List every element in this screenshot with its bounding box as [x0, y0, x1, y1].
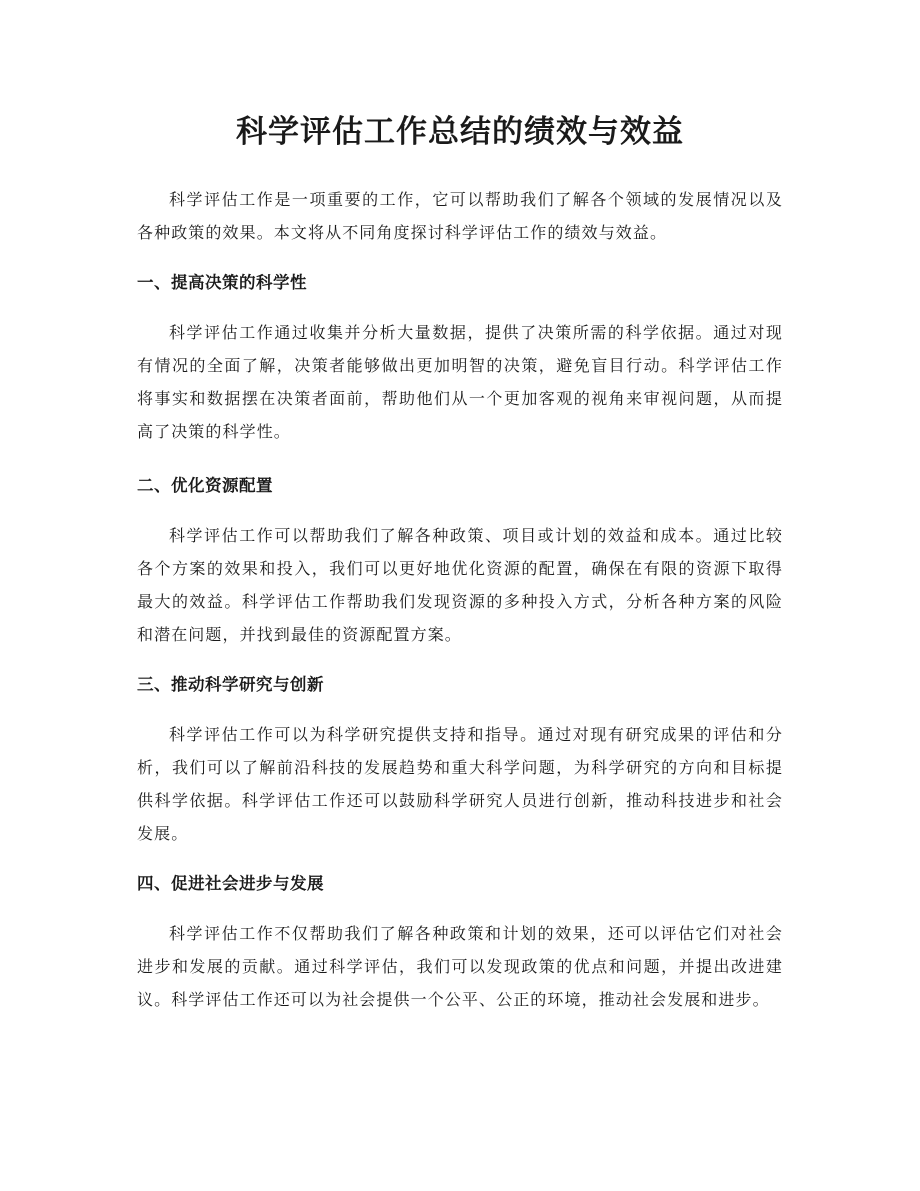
intro-paragraph: 科学评估工作是一项重要的工作，它可以帮助我们了解各个领域的发展情况以及各种政策的效果。本文将从不同角度探讨科学评估工作的绩效与效益。: [137, 190, 783, 242]
section-heading-1: 一、提高决策的科学性: [137, 273, 307, 292]
section-heading-4: 四、促进社会进步与发展: [137, 874, 324, 893]
section-paragraph-2: 科学评估工作可以帮助我们了解各种政策、项目或计划的效益和成本。通过比较各个方案的效果和投入，我们可以更好地优化资源的配置，确保在有限的资源下取得最大的效益。科学评估工作帮助我们发现资源的多种投入方式，分析各种方案的风险和潜在问题，并找到最佳的资源配置方案。: [137, 526, 783, 644]
document-body: [137, 183, 783, 1016]
section-heading-3: 三、推动科学研究与创新: [137, 675, 324, 694]
section-heading-2: 二、优化资源配置: [137, 476, 273, 495]
section-paragraph-1: 科学评估工作通过收集并分析大量数据，提供了决策所需的科学依据。通过对现有情况的全面了解，决策者能够做出更加明智的决策，避免盲目行动。科学评估工作将事实和数据摆在决策者面前，帮助他们从一个更加客观的视角来审视问题，从而提高了决策的科学性。: [137, 323, 783, 441]
section-paragraph-3: 科学评估工作可以为科学研究提供支持和指导。通过对现有研究成果的评估和分析，我们可以了解前沿科技的发展趋势和重大科学问题，为科学研究的方向和目标提供科学依据。科学评估工作还可以鼓励科学研究人员进行创新，推动科技进步和社会发展。: [137, 725, 783, 843]
document-title: 科学评估工作总结的绩效与效益: [236, 114, 684, 150]
section-paragraph-4: 科学评估工作不仅帮助我们了解各种政策和计划的效果，还可以评估它们对社会进步和发展的贡献。通过科学评估，我们可以发现政策的优点和问题，并提出改进建议。科学评估工作还可以为社会提供一个公平、公正的环境，推动社会发展和进步。: [137, 924, 783, 1009]
